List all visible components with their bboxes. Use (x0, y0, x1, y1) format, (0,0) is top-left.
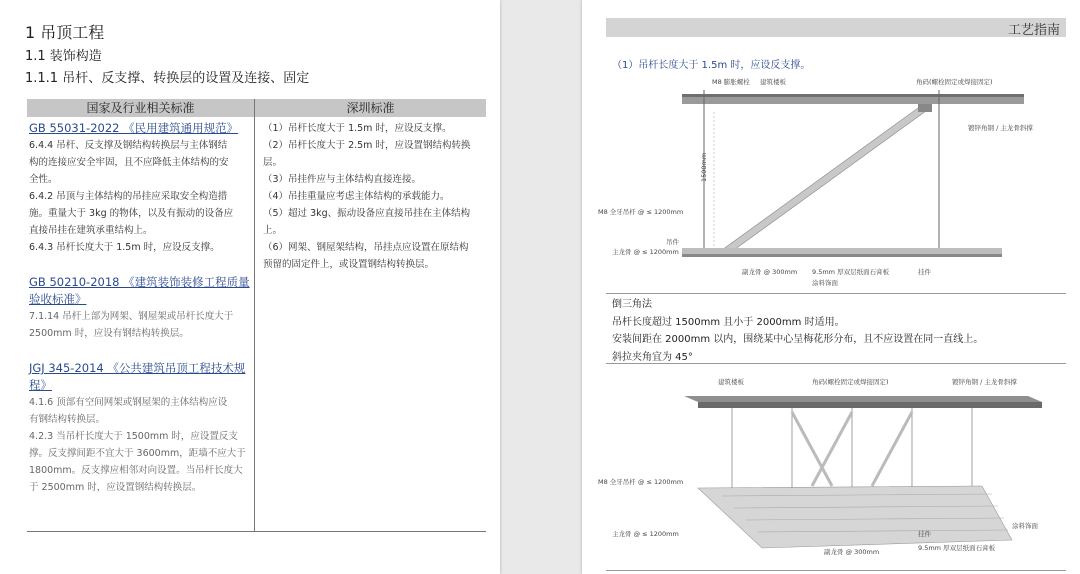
fig1-label-corner: 角码(螺栓固定或焊接固定) (916, 78, 993, 86)
sz-clause-line: （6）网架、钢屋架结构，吊挂点应设置在原结构 (263, 242, 469, 253)
clause-line: 6.4.2 吊顶与主体结构的吊挂应采取安全构造措 (29, 191, 228, 202)
clause-line: 撑。反支撑间距不宜大于 3600mm，距墙不应大于 (29, 448, 246, 459)
page-bottom-divider (606, 570, 1066, 571)
section-divider (606, 293, 1066, 294)
fig2-label-slab: 建筑楼板 (718, 378, 744, 386)
clause-line: 4.2.3 当吊杆长度大于 1500mm 时，应设置反支 (29, 431, 238, 442)
sz-clause-line: 预留的固定件上，或设置钢结构转换层。 (263, 259, 435, 270)
page-header-bar (606, 18, 1066, 37)
fig2-label-paint: 涂料饰面 (1012, 522, 1038, 530)
page-header-title: 工艺指南 (1007, 23, 1060, 38)
table-bottom-border (27, 531, 486, 532)
clause-line: 7.1.14 吊杆上部为网架、钢屋架或吊杆长度大于 (29, 311, 234, 322)
fig1-label-angle-steel: 镀锌角钢 / 主龙骨斜撑 (968, 124, 1033, 132)
sz-clause-line: （3）吊挂件应与主体结构直接连接。 (263, 174, 422, 185)
fig1-label-bolt: M8 膨胀螺栓 (712, 78, 750, 86)
section-divider (606, 363, 1066, 364)
inverted-triangle-method (612, 296, 983, 366)
fig1-label-hanger: 吊件 (666, 238, 679, 246)
sz-clause-line: （1）吊杆长度大于 1.5m 时，应设反支撑。 (263, 123, 452, 134)
anti-brace-section-diagram (598, 72, 1068, 290)
left-document-page (0, 0, 500, 574)
method-line: 安装间距在 2000mm 以内，围绕某中心呈梅花形分布，且不应设置在同一直线上。 (612, 334, 984, 345)
fig1-label-board: 9.5mm 厚双层纸面石膏板 (812, 268, 890, 276)
fig2-label-clip: 挂件 (918, 530, 931, 538)
fig2-label-corner: 角码(螺栓固定或焊接固定) (812, 378, 889, 386)
fig1-label-main-keel: 主龙骨 @ ≤ 1200mm (612, 248, 679, 256)
fig2-label-rod: M8 全牙吊杆 @ ≤ 1200mm (598, 478, 684, 486)
sz-clause-line: （4）吊挂重量应考虑主体结构的承载能力。 (263, 191, 450, 202)
section-heading-2: 1.1 装饰构造 (25, 49, 102, 64)
clause-line: 直接吊挂在建筑承重结构上。 (29, 225, 153, 236)
inverted-triangle-3d-diagram (598, 368, 1068, 558)
clause-line: 2500mm 时，应设有钢结构转换层。 (29, 328, 189, 339)
fig1-label-slab: 建筑楼板 (760, 78, 786, 86)
table-header-shenzhen: 深圳标准 (255, 99, 486, 117)
fig1-label-rod: M8 全牙吊杆 @ ≤ 1200mm (598, 208, 684, 216)
fig1-label-sub-keel: 副龙骨 @ 300mm (742, 268, 798, 276)
sz-clause-line: 上。 (263, 225, 283, 236)
table-header-national: 国家及行业相关标准 (27, 99, 254, 117)
method-line: 斜拉夹角宜为 45° (612, 351, 693, 363)
section-heading-1: 1 吊顶工程 (25, 23, 105, 42)
slab-3d-shape (684, 396, 1042, 402)
clause-line: 全性。 (29, 174, 58, 185)
clause-line: 于 2500mm 时，应设置钢结构转换层。 (29, 482, 202, 493)
fig1-label-height: 1500mm (700, 152, 708, 182)
clause-line: 构的连接应安全牢固，且不应降低主体结构的安 (29, 157, 229, 168)
shenzhen-standards-column (263, 120, 483, 273)
diagonal-brace-shape (722, 108, 930, 250)
sz-clause-line: 层。 (263, 157, 283, 168)
fig2-label-board: 9.5mm 厚双层纸面石膏板 (918, 544, 996, 552)
clause-line: 4.1.6 顶部有空间网架或钢屋架的主体结构应设 (29, 397, 228, 408)
standard-link-gb55031[interactable]: GB 55031-2022 《民用建筑通用规范》 (29, 121, 239, 135)
clause-line: 6.4.3 吊杆长度大于 1.5m 时，应设反支撑。 (29, 242, 220, 253)
clause-line: 施。重量大于 3kg 的物体，以及有振动的设备应 (29, 208, 234, 219)
standard-link-gb50210[interactable]: GB 50210-2018 《建筑装饰装修工程质量 (29, 275, 250, 289)
standards-comparison-table (27, 99, 486, 532)
standard-link-jgj345[interactable]: JGJ 345-2014 《公共建筑吊顶工程技术规 (29, 361, 246, 375)
sz-clause-line: （2）吊杆长度大于 2.5m 时，应设置钢结构转换 (263, 140, 471, 151)
fig2-label-sub-keel: 副龙骨 @ 300mm (824, 548, 880, 556)
clause-line: 有钢结构转换层。 (29, 414, 106, 425)
fig1-label-paint: 涂料饰面 (812, 279, 838, 287)
fig2-label-angle-steel: 镀锌角钢 / 主龙骨斜撑 (952, 378, 1017, 386)
national-standards-column (29, 120, 251, 496)
sz-clause-line: （5）超过 3kg、振动设备应直接吊挂在主体结构 (263, 208, 471, 219)
clause-line: 6.4.4 吊杆、反支撑及钢结构转换层与主体钢结 (29, 140, 228, 151)
fig1-label-clip: 挂件 (918, 268, 931, 276)
method-title: 倒三角法 (612, 299, 652, 310)
right-document-page (582, 0, 1080, 574)
clause-line: 1800mm。反支撑应相邻对向设置。当吊杆长度大 (29, 465, 243, 476)
fig2-label-main-keel: 主龙骨 @ ≤ 1200mm (612, 530, 679, 538)
table-column-divider (254, 99, 255, 532)
section-heading-3: 1.1.1 吊杆、反支撑、转换层的设置及连接、固定 (25, 71, 310, 86)
method-line: 吊杆长度超过 1500mm 且小于 2000mm 时适用。 (612, 316, 845, 328)
requirement-note: （1）吊杆长度大于 1.5m 时，应设反支撑。 (612, 60, 811, 71)
standard-link-jgj345-cont[interactable]: 程》 (29, 378, 52, 392)
standard-link-gb50210-cont[interactable]: 验收标准》 (29, 292, 87, 306)
